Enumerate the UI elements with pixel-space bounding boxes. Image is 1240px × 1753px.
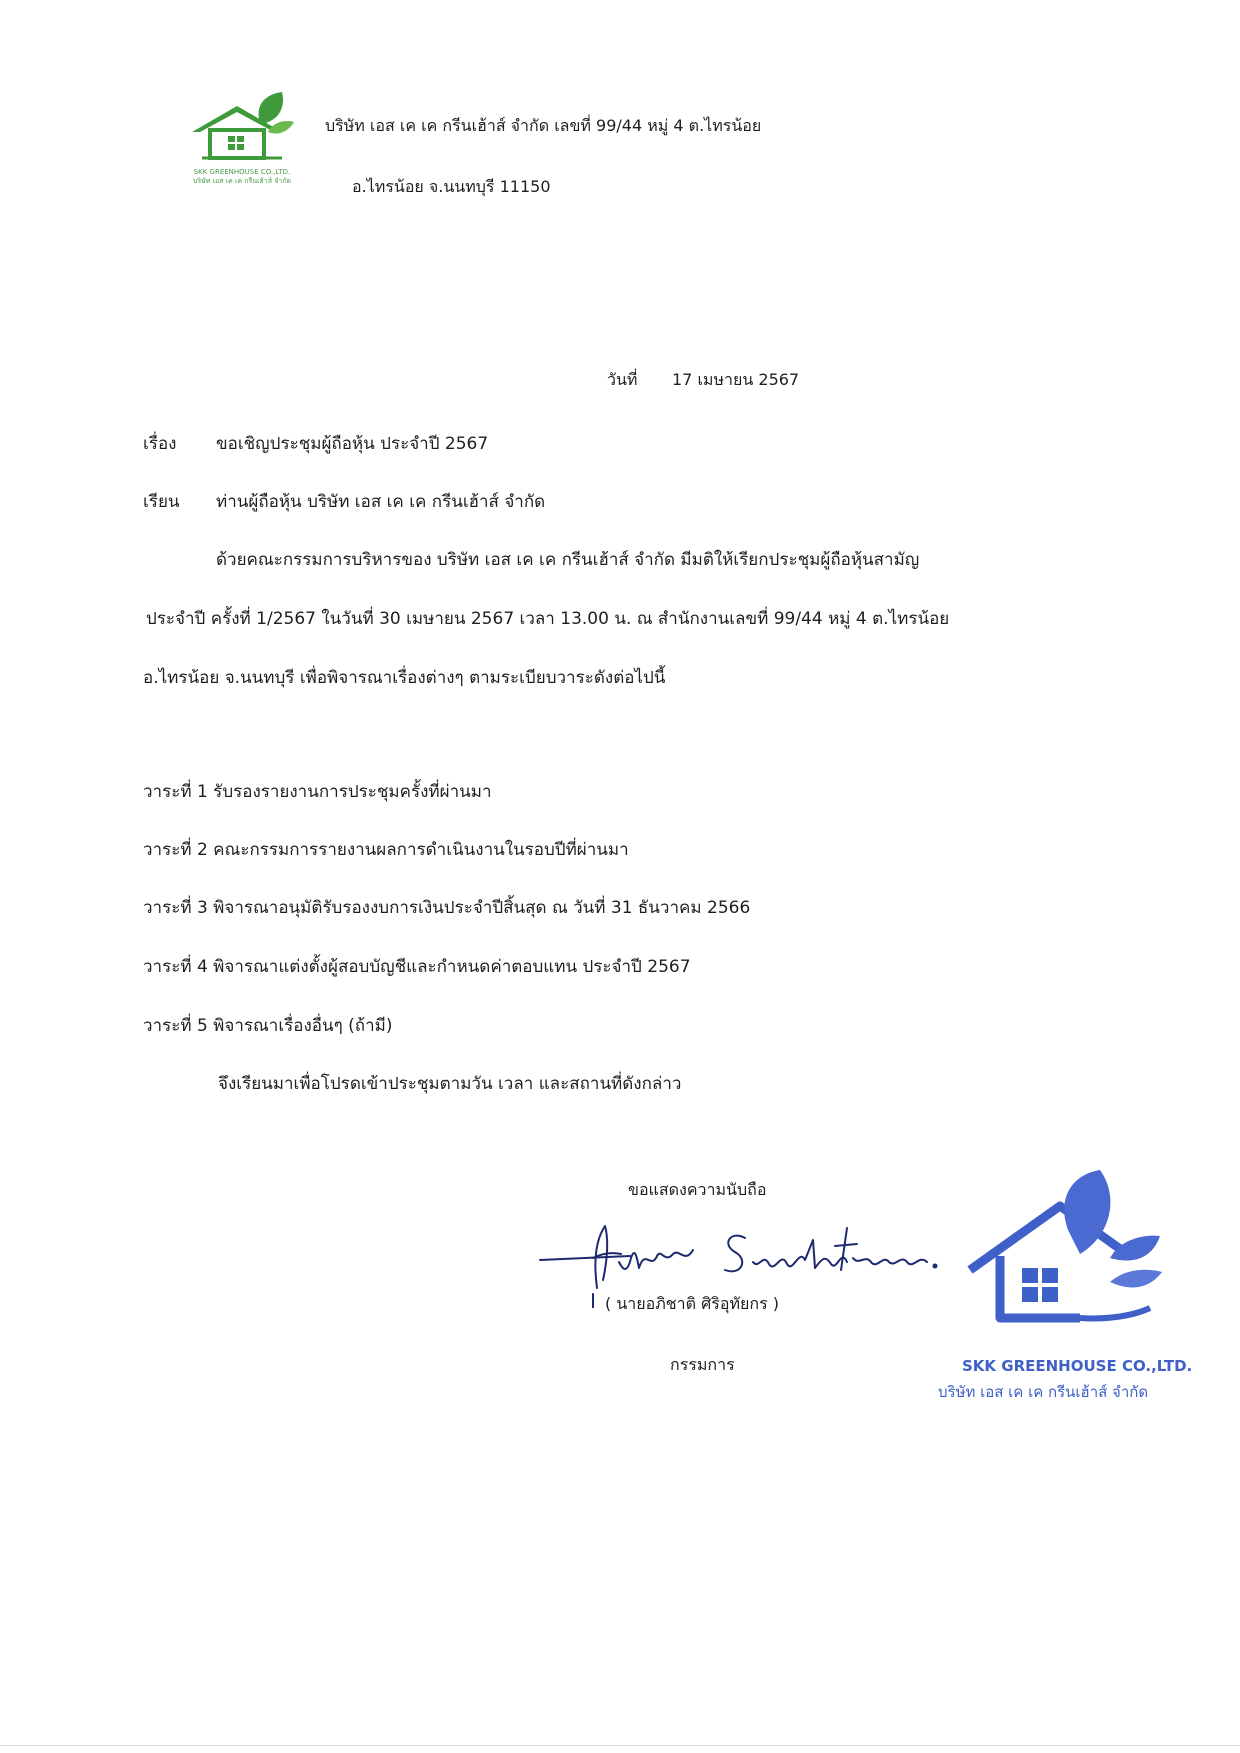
agenda-item-3: วาระที่ 3 พิจารณาอนุมัติรับรองงบการเงินประจำปีสิ้นสุด ณ วันที่ 31 ธันวาคม 2566 xyxy=(143,898,751,918)
page-bottom-edge xyxy=(0,1745,1240,1746)
company-logo xyxy=(182,92,302,172)
subject-label: เรื่อง xyxy=(143,434,177,454)
recipient-label: เรียน xyxy=(143,492,180,512)
closing-text: จึงเรียนมาเพื่อโปรดเข้าประชุมตามวัน เวลา และสถานที่ดังกล่าว xyxy=(218,1074,682,1094)
company-address-line2: อ.ไทรน้อย จ.นนทบุรี 11150 xyxy=(352,177,551,196)
regards-text: ขอแสดงความนับถือ xyxy=(628,1180,767,1199)
body-line-2: ประจำปี ครั้งที่ 1/2567 ในวันที่ 30 เมษายน 2567 เวลา 13.00 น. ณ สำนักงานเลขที่ 99/44 หมู่ 4 ต.ไทรน้อย xyxy=(146,609,950,629)
agenda-item-2: วาระที่ 2 คณะกรรมการรายงานผลการดำเนินงานในรอบปีที่ผ่านมา xyxy=(143,840,629,860)
recipient-text: ท่านผู้ถือหุ้น บริษัท เอส เค เค กรีนเฮ้าส์ จำกัด xyxy=(216,492,546,512)
body-line-3: อ.ไทรน้อย จ.นนทบุรี เพื่อพิจารณาเรื่องต่างๆ ตามระเบียบวาระดังต่อไปนี้ xyxy=(143,668,666,688)
signatory-position: กรรมการ xyxy=(670,1355,735,1374)
agenda-item-1: วาระที่ 1 รับรองรายงานการประชุมครั้งที่ผ่านมา xyxy=(143,782,492,802)
seal-name-en: SKK GREENHOUSE CO.,LTD. xyxy=(962,1357,1193,1375)
logo-caption: SKK GREENHOUSE CO.,LTD. บริษัท เอส เค เค กรีนเฮ้าส์ จำกัด xyxy=(192,168,292,185)
company-seal-stamp xyxy=(960,1170,1190,1350)
agenda-item-4: วาระที่ 4 พิจารณาแต่งตั้งผู้สอบบัญชีและกำหนดค่าตอบแทน ประจำปี 2567 xyxy=(143,957,691,977)
signatory-name: ( นายอภิชาติ ศิริอุทัยกร ) xyxy=(605,1294,779,1313)
company-address-line1: บริษัท เอส เค เค กรีนเฮ้าส์ จำกัด เลขที่ 99/44 หมู่ 4 ต.ไทรน้อย xyxy=(325,116,762,135)
body-line-1: ด้วยคณะกรรมการบริหารของ บริษัท เอส เค เค กรีนเฮ้าส์ จำกัด มีมติให้เรียกประชุมผู้ถือหุ้นสามัญ xyxy=(216,550,920,570)
date-value: 17 เมษายน 2567 xyxy=(672,370,800,389)
subject-text: ขอเชิญประชุมผู้ถือหุ้น ประจำปี 2567 xyxy=(216,434,489,454)
agenda-item-5: วาระที่ 5 พิจารณาเรื่องอื่นๆ (ถ้ามี) xyxy=(143,1016,393,1036)
date-label: วันที่ xyxy=(607,370,638,389)
seal-name-th: บริษัท เอส เค เค กรีนเฮ้าส์ จำกัด xyxy=(938,1383,1149,1401)
